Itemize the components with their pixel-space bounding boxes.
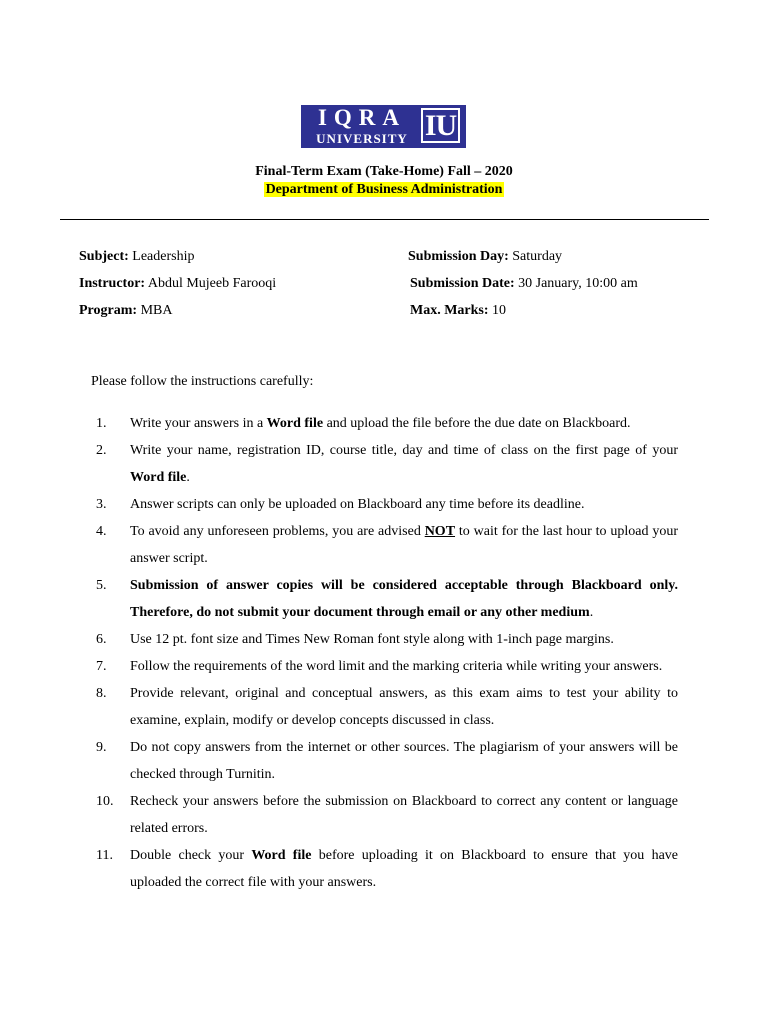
instruction-emphasis: Word file <box>251 848 312 863</box>
instruction-text: Follow the requirements of the word limit and the marking criteria while writing your answers. <box>130 659 663 674</box>
header-divider <box>60 219 709 220</box>
subject-label: Subject: <box>79 249 129 264</box>
instruction-text: Write your name, registration ID, course title, day and time of class on the first page of your <box>130 443 678 458</box>
instructor-value: Abdul Mujeeb Farooqi <box>147 276 277 291</box>
instruction-text: and upload the file before the due date on Blackboard. <box>323 416 631 431</box>
instruction-item <box>96 734 678 788</box>
instruction-text: Do not copy answers from the internet or other sources. The plagiarism of your answers will be checked through Turnitin. <box>130 740 678 782</box>
instruction-text: . <box>186 470 190 485</box>
submission-day-value: Saturday <box>512 249 563 264</box>
exam-title: Final-Term Exam (Take-Home) Fall – 2020 <box>255 164 513 179</box>
instruction-number: 2. <box>96 443 107 458</box>
program-value: MBA <box>140 303 173 318</box>
logo-subtitle: UNIVERSITY <box>316 131 408 146</box>
instruction-item <box>96 410 678 437</box>
instruction-number: 11. <box>96 848 113 863</box>
instruction-emphasis: Word file <box>266 416 324 431</box>
instruction-item <box>96 680 678 734</box>
logo-mark: IU <box>421 108 460 143</box>
instruction-item <box>96 788 678 842</box>
instruction-text: Provide relevant, original and conceptual answers, as this exam aims to test your ability to examine, explain, modify or develop concepts discussed in class. <box>130 686 678 728</box>
instruction-number: 3. <box>96 497 107 512</box>
subject-row <box>79 248 194 266</box>
instruction-text: before uploading it on Blackboard to ensure that you have uploaded the correct file with your answers. <box>130 848 678 890</box>
instruction-number: 5. <box>96 578 107 593</box>
instruction-underline: NOT <box>424 524 456 539</box>
instruction-text: Double check your <box>130 848 252 863</box>
max-marks-value: 10 <box>492 303 507 318</box>
instruction-text: to wait for the last hour to upload your answer script. <box>130 524 678 566</box>
instructor-row <box>79 275 276 293</box>
instruction-number: 4. <box>96 524 107 539</box>
instruction-item <box>96 491 678 518</box>
instruction-item <box>96 437 678 491</box>
instructions-intro: Please follow the instructions carefully: <box>91 374 314 389</box>
logo-name: IQRA <box>317 105 407 130</box>
instruction-number: 10. <box>96 794 114 809</box>
instruction-number: 7. <box>96 659 107 674</box>
instruction-text: Write your answers in a <box>130 416 267 431</box>
instruction-text: Answer scripts can only be uploaded on Blackboard any time before its deadline. <box>130 497 585 512</box>
instruction-text: Recheck your answers before the submission on Blackboard to correct any content or language related errors. <box>130 794 678 836</box>
instruction-item <box>96 518 678 572</box>
program-row <box>79 302 172 320</box>
instruction-number: 1. <box>96 416 107 431</box>
submission-day-row <box>408 248 562 266</box>
submission-date-row <box>410 275 638 293</box>
instruction-item <box>96 842 678 896</box>
instruction-item <box>96 653 678 680</box>
max-marks-row <box>410 302 506 320</box>
instruction-emphasis: Word file <box>130 470 187 485</box>
instruction-text: . <box>589 605 594 620</box>
instruction-text: Use 12 pt. font size and Times New Roman font style along with 1-inch page margins. <box>130 632 614 647</box>
submission-day-label: Submission Day: <box>408 249 509 264</box>
instruction-number: 8. <box>96 686 107 701</box>
subject-value: Leadership <box>132 249 195 264</box>
max-marks-label: Max. Marks: <box>410 303 489 318</box>
instruction-emphasis: Submission of answer copies will be considered acceptable through Blackboard only. Therefore, do not submit your document through email or any other medium <box>130 578 678 620</box>
instructions-list <box>96 410 678 896</box>
instructor-label: Instructor: <box>79 276 146 291</box>
program-label: Program: <box>79 303 138 318</box>
instruction-item <box>96 626 678 653</box>
submission-date-value: 30 January, 10:00 am <box>518 276 638 291</box>
submission-date-label: Submission Date: <box>410 276 515 291</box>
instruction-number: 9. <box>96 740 107 755</box>
department-heading <box>0 181 768 199</box>
university-logo <box>301 105 466 148</box>
instruction-text: To avoid any unforeseen problems, you are advised <box>130 524 425 539</box>
instruction-item <box>96 572 678 626</box>
instruction-number: 6. <box>96 632 107 647</box>
instruction-emphasis <box>425 524 455 539</box>
department-name: Department of Business Administration <box>265 182 503 197</box>
